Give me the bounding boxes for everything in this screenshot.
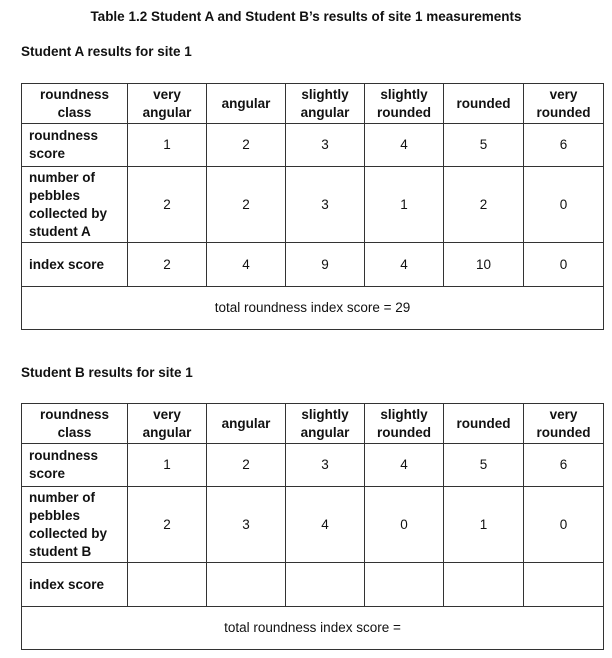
header-row bbox=[22, 404, 604, 444]
column-header: slightly rounded bbox=[365, 404, 444, 444]
student-b-heading: Student B results for site 1 bbox=[21, 365, 193, 380]
column-header: slightly angular bbox=[286, 84, 365, 124]
score-cell: 1 bbox=[128, 444, 207, 487]
column-header: very rounded bbox=[524, 404, 604, 444]
index-cell: 4 bbox=[207, 243, 286, 287]
count-cell: 0 bbox=[524, 487, 604, 563]
score-cell: 4 bbox=[365, 124, 444, 167]
index-score-label: index score bbox=[22, 563, 128, 607]
roundness-class-label: roundness class bbox=[22, 84, 128, 124]
column-header: very rounded bbox=[524, 84, 604, 124]
count-cell: 2 bbox=[128, 167, 207, 243]
column-header: angular bbox=[207, 84, 286, 124]
header-row bbox=[22, 84, 604, 124]
column-header: slightly rounded bbox=[365, 84, 444, 124]
index-cell: 9 bbox=[286, 243, 365, 287]
score-cell: 4 bbox=[365, 444, 444, 487]
total-roundness-index: total roundness index score = 29 bbox=[22, 287, 604, 330]
index-score-row bbox=[22, 243, 604, 287]
column-header: rounded bbox=[444, 404, 524, 444]
roundness-score-label: roundness score bbox=[22, 124, 128, 167]
total-roundness-index: total roundness index score = bbox=[22, 607, 604, 650]
count-cell: 0 bbox=[365, 487, 444, 563]
total-row bbox=[22, 287, 604, 330]
pebble-count-label: number of pebbles collected by student B bbox=[22, 487, 128, 563]
index-cell: 10 bbox=[444, 243, 524, 287]
table-title: Table 1.2 Student A and Student B’s results of site 1 measurements bbox=[90, 9, 522, 24]
roundness-score-row bbox=[22, 444, 604, 487]
score-cell: 1 bbox=[128, 124, 207, 167]
index-cell[interactable] bbox=[207, 563, 286, 607]
column-header: rounded bbox=[444, 84, 524, 124]
count-cell: 3 bbox=[286, 167, 365, 243]
column-header: slightly angular bbox=[286, 404, 365, 444]
index-cell[interactable] bbox=[128, 563, 207, 607]
index-score-label: index score bbox=[22, 243, 128, 287]
count-cell: 2 bbox=[128, 487, 207, 563]
column-header: very angular bbox=[128, 404, 207, 444]
score-cell: 3 bbox=[286, 444, 365, 487]
index-cell: 2 bbox=[128, 243, 207, 287]
student-b-table bbox=[21, 403, 604, 650]
column-header: angular bbox=[207, 404, 286, 444]
score-cell: 2 bbox=[207, 444, 286, 487]
index-cell[interactable] bbox=[524, 563, 604, 607]
pebble-count-label: number of pebbles collected by student A bbox=[22, 167, 128, 243]
index-cell[interactable] bbox=[365, 563, 444, 607]
count-cell: 0 bbox=[524, 167, 604, 243]
count-cell: 3 bbox=[207, 487, 286, 563]
student-a-heading: Student A results for site 1 bbox=[21, 44, 192, 59]
score-cell: 2 bbox=[207, 124, 286, 167]
pebble-count-row bbox=[22, 167, 604, 243]
count-cell: 4 bbox=[286, 487, 365, 563]
index-score-row bbox=[22, 563, 604, 607]
score-cell: 5 bbox=[444, 444, 524, 487]
index-cell[interactable] bbox=[444, 563, 524, 607]
index-cell: 4 bbox=[365, 243, 444, 287]
student-a-table bbox=[21, 83, 604, 330]
score-cell: 6 bbox=[524, 444, 604, 487]
column-header: very angular bbox=[128, 84, 207, 124]
roundness-score-row bbox=[22, 124, 604, 167]
score-cell: 6 bbox=[524, 124, 604, 167]
roundness-score-label: roundness score bbox=[22, 444, 128, 487]
roundness-class-label: roundness class bbox=[22, 404, 128, 444]
pebble-count-row bbox=[22, 487, 604, 563]
score-cell: 5 bbox=[444, 124, 524, 167]
total-row bbox=[22, 607, 604, 650]
count-cell: 2 bbox=[444, 167, 524, 243]
index-cell[interactable] bbox=[286, 563, 365, 607]
count-cell: 1 bbox=[365, 167, 444, 243]
score-cell: 3 bbox=[286, 124, 365, 167]
index-cell: 0 bbox=[524, 243, 604, 287]
count-cell: 2 bbox=[207, 167, 286, 243]
count-cell: 1 bbox=[444, 487, 524, 563]
